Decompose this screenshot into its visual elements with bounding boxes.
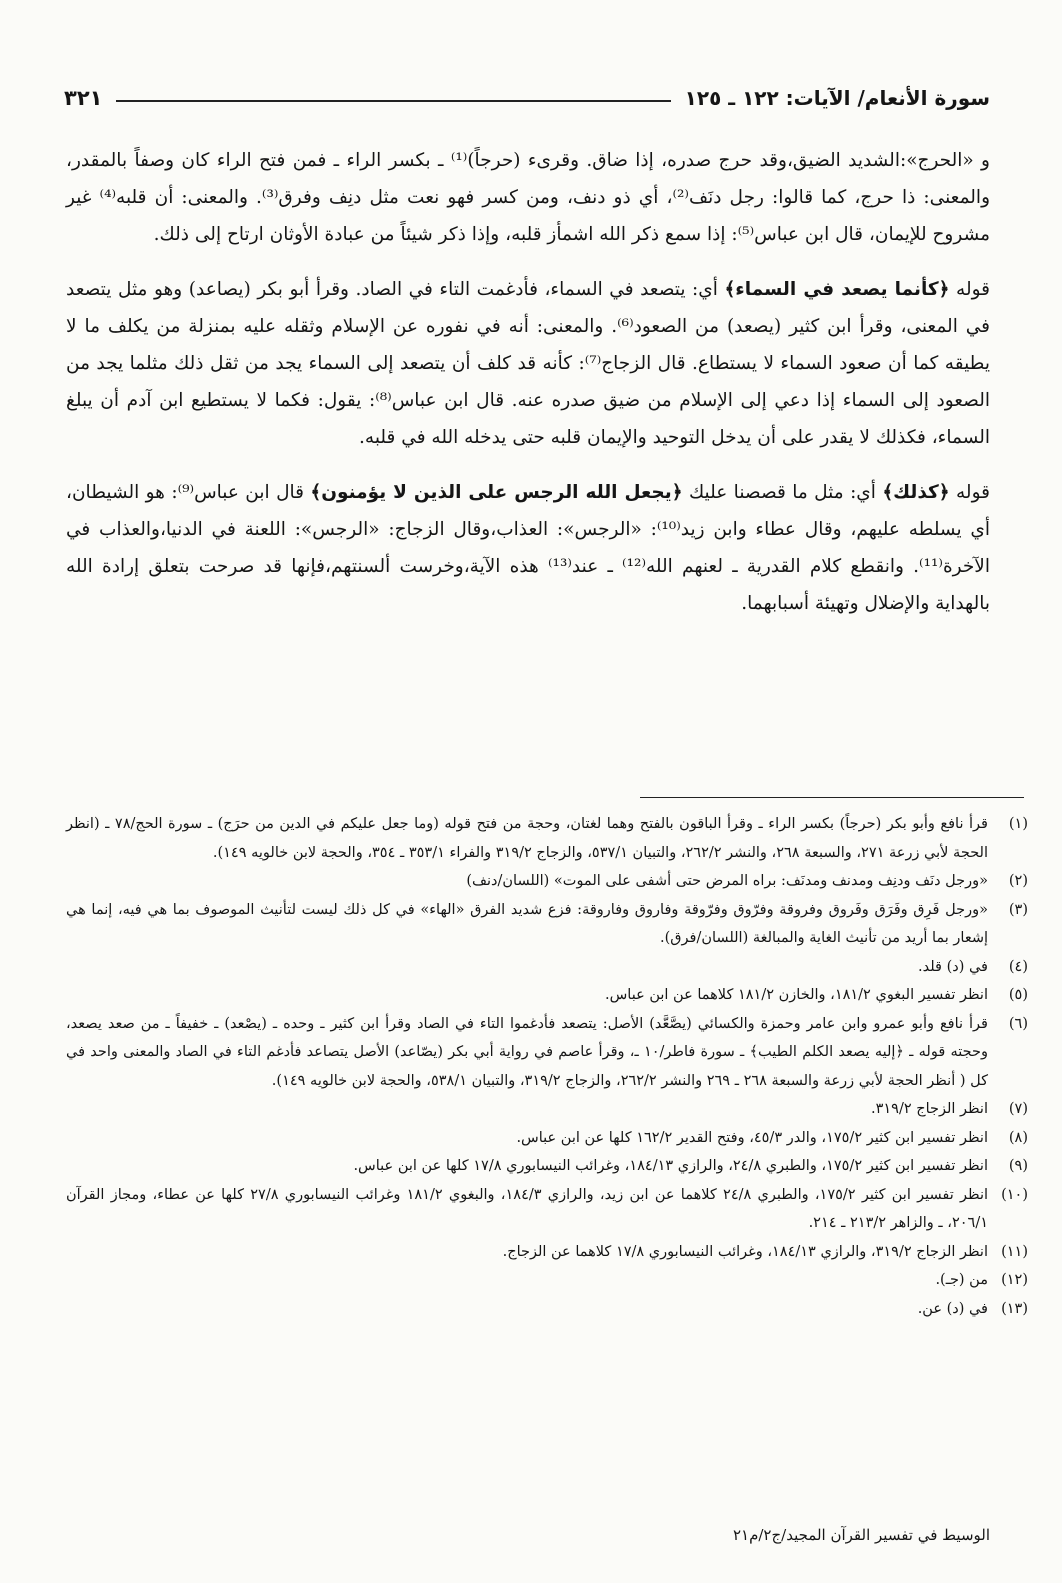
footnote [66, 981, 1028, 1010]
footnote-text: انظر تفسير البغوي ١٨١/٢، والخازن ١٨١/٢ كلاهما عن ابن عباس. [604, 987, 988, 1003]
footnote [66, 1238, 1028, 1267]
footnote [66, 1266, 1028, 1295]
footnote-number: (١٢) [1001, 1272, 1028, 1288]
footnote [66, 1010, 1028, 1096]
footnote-number: (١) [1008, 816, 1028, 832]
footnote-text: انظر تفسير ابن كثير ١٧٥/٢، والدر ٤٥/٣، وفتح القدير ١٦٢/٢ كلها عن ابن عباس. [516, 1129, 988, 1146]
paragraph-3-text-a: أي: مثل ما قصصنا عليك [682, 482, 883, 503]
footnote-separator [640, 797, 1024, 798]
paragraph-1: و «الحرج»:الشديد الضيق،وقد حرج صدره، إذا ضاق. وقرىء (حرجاً)⁽¹⁾ ـ بكسر الراء ـ فمن فتح الراء كان وصفاً بالمقدر، والمعنى: ذا حرج، كما قالوا: رجل دنَف⁽²⁾، أي ذو دنف، ومن كسر فهو نعت مثل دنِف وفرق⁽³⁾. والمعنى: أن قلبه⁽⁴⁾ غير مشروح للإيمان، قال ابن عباس⁽⁵⁾: إذا سمع ذكر الله اشمأز قلبه، وإذا ذكر شيئاً من عبادة الأوثان ارتاح إلى ذلك. [66, 150, 991, 245]
footnote [66, 1095, 1028, 1124]
footnote-number: (٥) [1008, 987, 1028, 1003]
footnote [66, 1181, 1028, 1238]
footnote-text: في (د) عن. [917, 1300, 988, 1317]
header-title: سورة الأنعام/ الآيات: ١٢٢ ـ ١٢٥ [684, 86, 990, 110]
book-footer: الوسيط في تفسير القرآن المجيد/ج٢/م٢١ [732, 1526, 990, 1544]
footnote-number: (٤) [1008, 958, 1028, 975]
footnote-text: من (جـ). [935, 1272, 988, 1288]
footnote-number: (٦) [1008, 1015, 1028, 1032]
footnote-number: (١٣) [1001, 1300, 1028, 1317]
footnotes [66, 810, 1028, 1323]
footnote-number: (٨) [1008, 1129, 1028, 1146]
footnote-text: «ورجل فَرِق وفَرَق وفَروق وفروقة وفرّوق وفرّوقة وفاروق وفاروقة: فزع شديد الفرق «الهاء» في كل ذلك ليست لتأنيث الموصوف بما هي فيه، إنما هي إشعار بما أريد من تأنيث الغاية والمبالغة (اللسان/فرق). [66, 901, 988, 946]
footnote [66, 1124, 1028, 1153]
quran-quote: ﴿كأنما يصعد في السماء﴾ [724, 279, 950, 300]
footnote-number: (١٠) [1001, 1186, 1028, 1203]
footnote [66, 867, 1028, 896]
paragraph-3-text-b: قال ابن عباس⁽⁹⁾: هو الشيطان، أي يسلطه عليهم، وقال عطاء وابن زيد⁽¹⁰⁾: «الرجس»: العذاب،وقال الزجاج: «الرجس»: اللعنة في الدنيا،والعذاب في الآخرة⁽¹¹⁾. وانقطع كلام القدرية ـ لعنهم الله⁽¹²⁾ ـ عند⁽¹³⁾ هذه الآية،وخرست ألسنتهم،فإنها قد صرحت بتعلق إرادة الله بالهداية والإضلال وتهيئة أسبابهما. [66, 482, 990, 614]
footnote-text: قرأ نافع وأبو بكر (حرجاً) بكسر الراء ـ وقرأ الباقون بالفتح وهما لغتان، وحجة من فتح قوله (وما جعل عليكم في الدين من حرَج) ـ سورة الحج/٧٨ ـ (انظر الحجة لأبي زرعة ٢٧١، والسبعة ٢٦٨، والنشر ٢٦٢/٢، والتبيان ٥٣٧/١، والزجاج ٣١٩/٢ والفراء ٣٥٣/١ ـ ٣٥٤، والحجة لابن خالويه ١٤٩). [66, 816, 988, 861]
footnote [66, 953, 1028, 982]
paragraph-3 [66, 474, 990, 622]
paragraph-3-lead: قوله [949, 482, 990, 503]
footnote [66, 1295, 1028, 1324]
footnote-text: في (د) قلد. [918, 958, 988, 975]
footnote [66, 1152, 1028, 1181]
footnote-number: (٣) [1008, 901, 1028, 918]
header-rule [116, 100, 670, 102]
footnote-number: (١١) [1001, 1243, 1028, 1260]
quran-quote: ﴿كذلك﴾ [882, 482, 950, 503]
footnote-text: «ورجل دنَف ودنِف ومدنف ومدنَف: براه المرض حتى أشفى على الموت» (اللسان/دنف) [466, 873, 988, 889]
paragraph-2-lead: قوله [949, 279, 990, 300]
footnote [66, 810, 1028, 867]
footnote-number: (٩) [1008, 1158, 1028, 1174]
main-text [66, 142, 990, 640]
footnote-number: (٢) [1008, 873, 1028, 889]
footnote-text: انظر الزجاج ٣١٩/٢، والرازي ١٨٤/١٣، وغرائب النيسابوري ١٧/٨ كلاهما عن الزجاج. [502, 1243, 988, 1260]
page-number: ٣٢١ [64, 86, 103, 110]
quran-quote: ﴿يجعل الله الرجس على الذين لا يؤمنون﴾ [310, 482, 683, 503]
running-header [64, 78, 990, 118]
footnote-text: قرأ نافع وأبو عمرو وابن عامر وحمزة والكسائي (يصَّعَّد) الأصل: يتصعد فأدغموا التاء في الصاد وقرأ ابن كثير ـ وحده ـ (يصْعد) ـ خفيفاً ـ من صعد يصعد، وحجته قوله ـ ﴿إليه يصعد الكلم الطيب﴾ ـ سورة فاطر/١٠ ـ، وقرأ عاصم في رواية أبي بكر (يصّاعد) الأصل يتصاعد فأدغم التاء في الصاد والمعنى واحد في كل ( أنظر الحجة لأبي زرعة والسبعة ٢٦٨ ـ ٢٦٩ والنشر ٢٦٢/٢، والزجاج ٣١٩/٢، والتبيان ٥٣٨/١، والحجة لابن خالويه ١٤٩). [66, 1015, 988, 1089]
paragraph-2 [66, 271, 990, 456]
footnote [66, 896, 1028, 953]
footnote-text: انظر تفسير ابن كثير ١٧٥/٢، والطبري ٢٤/٨، والرازي ١٨٤/١٣، وغرائب النيسابوري ١٧/٨ كلها عن ابن عباس. [353, 1158, 988, 1174]
footnote-text: انظر تفسير ابن كثير ١٧٥/٢، والطبري ٢٤/٨ كلاهما عن ابن زيد، والرازي ١٨٤/٣، والبغوي ١٨١/٢ وغرائب النيسابوري ٢٧/٨ كلها عن عطاء، ومجاز القرآن ٢٠٦/١، ـ والزاهر ٢١٣/٢ ـ ٢١٤. [66, 1186, 989, 1231]
footnote-text: انظر الزجاج ٣١٩/٢. [870, 1101, 988, 1117]
footnote-number: (٧) [1008, 1101, 1028, 1117]
paragraph-2-text: أي: يتصعد في السماء، فأدغمت التاء في الصاد. وقرأ أبو بكر (يصاعد) وهو مثل يتصعد في المعنى، وقرأ ابن كثير (يصعد) من الصعود⁽⁶⁾. والمعنى: أنه في نفوره عن الإسلام وثقله عليه بمنزلة من يكلف ما لا يطيقه كما أن صعود السماء لا يستطاع. قال الزجاج⁽⁷⁾: كأنه قد كلف أن يتصعد إلى السماء يجد من ثقل ذلك مثلما يجد من الصعود إلى السماء إذا دعي إلى الإسلام من ضيق صدره عنه. قال ابن عباس⁽⁸⁾: يقول: فكما لا يستطيع ابن آدم أن يبلغ السماء، فكذلك لا يقدر على أن يدخل التوحيد والإيمان قلبه حتى يدخله الله في قلبه. [66, 279, 990, 448]
